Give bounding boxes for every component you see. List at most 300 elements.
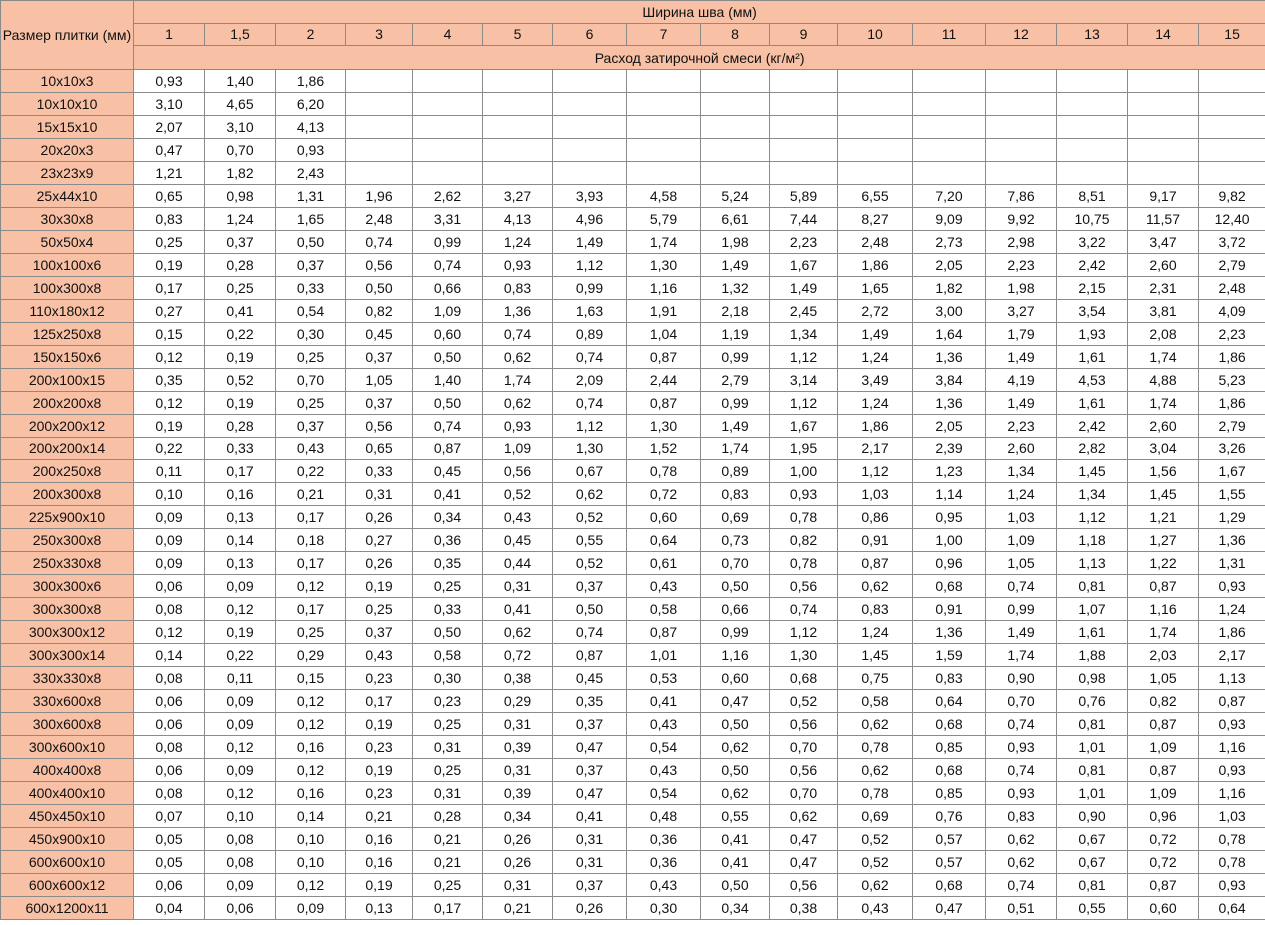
- tile-size-cell: 200x250x8: [1, 460, 134, 483]
- consumption-value-cell: 5,79: [627, 207, 701, 230]
- consumption-value-cell: 1,12: [770, 391, 838, 414]
- consumption-value-cell: 1,29: [1199, 506, 1265, 529]
- consumption-value-cell: 0,22: [276, 460, 346, 483]
- consumption-value-cell: 3,81: [1128, 299, 1199, 322]
- consumption-value-cell: 1,40: [413, 368, 483, 391]
- consumption-value-cell: [346, 115, 413, 138]
- consumption-value-cell: 0,17: [205, 460, 276, 483]
- consumption-value-cell: 0,41: [701, 850, 770, 873]
- consumption-value-cell: 0,62: [483, 345, 553, 368]
- consumption-value-cell: 0,19: [134, 414, 205, 437]
- consumption-value-cell: 0,16: [346, 827, 413, 850]
- consumption-value-cell: 2,17: [838, 437, 913, 460]
- consumption-value-cell: 0,50: [413, 345, 483, 368]
- consumption-value-cell: [483, 138, 553, 161]
- consumption-value-cell: 1,00: [913, 529, 986, 552]
- consumption-value-cell: 0,53: [627, 667, 701, 690]
- consumption-value-cell: 0,08: [134, 667, 205, 690]
- consumption-value-cell: 0,78: [838, 782, 913, 805]
- table-row: [1, 368, 1265, 391]
- consumption-value-cell: 5,23: [1199, 368, 1265, 391]
- consumption-value-cell: 0,08: [205, 850, 276, 873]
- consumption-value-cell: 2,05: [913, 414, 986, 437]
- consumption-value-cell: 1,13: [1057, 552, 1128, 575]
- tile-size-cell: 200x200x12: [1, 414, 134, 437]
- consumption-value-cell: 3,47: [1128, 230, 1199, 253]
- consumption-value-cell: 0,74: [413, 253, 483, 276]
- consumption-value-cell: 0,91: [913, 598, 986, 621]
- table-row: [1, 690, 1265, 713]
- consumption-value-cell: 0,19: [346, 873, 413, 896]
- consumption-value-cell: 0,21: [483, 896, 553, 919]
- table-row: [1, 805, 1265, 828]
- consumption-value-cell: [627, 115, 701, 138]
- consumption-value-cell: [1128, 70, 1199, 93]
- tile-size-cell: 600x600x10: [1, 850, 134, 873]
- consumption-value-cell: 1,24: [1199, 598, 1265, 621]
- consumption-value-cell: 0,41: [413, 483, 483, 506]
- tile-size-header: Размер плитки (мм): [1, 1, 134, 70]
- consumption-value-cell: 0,62: [838, 759, 913, 782]
- consumption-value-cell: 2,05: [913, 253, 986, 276]
- consumption-value-cell: [413, 115, 483, 138]
- consumption-value-cell: 0,83: [838, 598, 913, 621]
- table-row: [1, 483, 1265, 506]
- consumption-value-cell: 0,62: [483, 621, 553, 644]
- table-row: [1, 92, 1265, 115]
- consumption-value-cell: 1,59: [913, 644, 986, 667]
- consumption-value-cell: [770, 161, 838, 184]
- consumption-value-cell: 1,07: [1057, 598, 1128, 621]
- consumption-value-cell: 0,87: [1128, 759, 1199, 782]
- consumption-value-cell: 0,60: [627, 506, 701, 529]
- tile-size-cell: 450x900x10: [1, 827, 134, 850]
- consumption-value-cell: 0,87: [553, 644, 627, 667]
- consumption-value-cell: 6,55: [838, 184, 913, 207]
- consumption-value-cell: 0,23: [346, 667, 413, 690]
- consumption-value-cell: 2,09: [553, 368, 627, 391]
- consumption-value-cell: 0,82: [770, 529, 838, 552]
- joint-width-header-cell: 3: [346, 23, 413, 46]
- consumption-value-cell: 0,33: [205, 437, 276, 460]
- consumption-value-cell: 0,12: [134, 391, 205, 414]
- consumption-value-cell: 0,76: [913, 805, 986, 828]
- consumption-value-cell: 8,27: [838, 207, 913, 230]
- consumption-value-cell: 0,15: [134, 322, 205, 345]
- consumption-value-cell: 1,01: [627, 644, 701, 667]
- consumption-value-cell: 0,70: [770, 736, 838, 759]
- consumption-value-cell: 1,18: [1057, 529, 1128, 552]
- consumption-value-cell: 0,09: [276, 896, 346, 919]
- consumption-value-cell: 0,83: [134, 207, 205, 230]
- consumption-value-cell: 1,13: [1199, 667, 1265, 690]
- consumption-value-cell: [627, 138, 701, 161]
- consumption-value-cell: 0,43: [627, 713, 701, 736]
- consumption-value-cell: 1,36: [483, 299, 553, 322]
- consumption-value-cell: 0,64: [627, 529, 701, 552]
- consumption-value-cell: 0,31: [346, 483, 413, 506]
- consumption-value-cell: 0,91: [838, 529, 913, 552]
- joint-width-header-cell: 4: [413, 23, 483, 46]
- consumption-value-cell: 0,17: [276, 552, 346, 575]
- consumption-value-cell: 0,33: [346, 460, 413, 483]
- consumption-value-cell: 0,30: [627, 896, 701, 919]
- table-row: [1, 276, 1265, 299]
- consumption-value-cell: 0,36: [413, 529, 483, 552]
- consumption-value-cell: 1,61: [1057, 391, 1128, 414]
- consumption-value-cell: 0,93: [1199, 713, 1265, 736]
- consumption-value-cell: 0,50: [276, 230, 346, 253]
- consumption-value-cell: 1,63: [553, 299, 627, 322]
- consumption-value-cell: 0,09: [205, 759, 276, 782]
- consumption-value-cell: 0,08: [134, 598, 205, 621]
- consumption-value-cell: 1,03: [838, 483, 913, 506]
- consumption-value-cell: 0,83: [483, 276, 553, 299]
- consumption-value-cell: 1,19: [701, 322, 770, 345]
- consumption-value-cell: 0,22: [205, 644, 276, 667]
- consumption-value-cell: 1,16: [701, 644, 770, 667]
- consumption-value-cell: 0,43: [627, 575, 701, 598]
- consumption-value-cell: 0,60: [413, 322, 483, 345]
- consumption-value-cell: 1,21: [1128, 506, 1199, 529]
- consumption-value-cell: 12,40: [1199, 207, 1265, 230]
- consumption-value-cell: 1,49: [701, 414, 770, 437]
- consumption-value-cell: 0,12: [276, 759, 346, 782]
- consumption-value-cell: 2,79: [1199, 414, 1265, 437]
- consumption-value-cell: 0,54: [627, 736, 701, 759]
- consumption-value-cell: 0,12: [205, 782, 276, 805]
- consumption-value-cell: 1,04: [627, 322, 701, 345]
- consumption-value-cell: 1,82: [205, 161, 276, 184]
- consumption-value-cell: 0,16: [276, 782, 346, 805]
- consumption-value-cell: 0,30: [413, 667, 483, 690]
- consumption-value-cell: 0,14: [205, 529, 276, 552]
- consumption-value-cell: 0,38: [483, 667, 553, 690]
- tile-size-cell: 400x400x8: [1, 759, 134, 782]
- consumption-value-cell: 1,36: [913, 345, 986, 368]
- consumption-value-cell: 3,14: [770, 368, 838, 391]
- consumption-value-cell: 0,11: [134, 460, 205, 483]
- consumption-value-cell: 1,24: [838, 621, 913, 644]
- consumption-value-cell: [701, 138, 770, 161]
- table-row: [1, 138, 1265, 161]
- consumption-value-cell: 0,26: [346, 506, 413, 529]
- consumption-value-cell: 1,49: [553, 230, 627, 253]
- consumption-value-cell: 0,62: [701, 736, 770, 759]
- consumption-value-cell: 0,37: [205, 230, 276, 253]
- consumption-value-cell: 9,82: [1199, 184, 1265, 207]
- consumption-value-cell: [553, 92, 627, 115]
- consumption-value-cell: 0,93: [1199, 873, 1265, 896]
- consumption-value-cell: 0,12: [276, 873, 346, 896]
- consumption-value-cell: 1,34: [1057, 483, 1128, 506]
- consumption-value-cell: 0,23: [413, 690, 483, 713]
- consumption-value-cell: 0,06: [134, 873, 205, 896]
- consumption-value-cell: 0,09: [205, 690, 276, 713]
- consumption-value-cell: 0,78: [627, 460, 701, 483]
- consumption-value-cell: 1,05: [1128, 667, 1199, 690]
- consumption-value-cell: 0,19: [205, 391, 276, 414]
- consumption-value-cell: 0,62: [986, 850, 1057, 873]
- consumption-value-cell: 1,24: [483, 230, 553, 253]
- consumption-value-cell: 0,37: [553, 873, 627, 896]
- consumption-value-cell: 0,44: [483, 552, 553, 575]
- tile-size-cell: 200x200x8: [1, 391, 134, 414]
- consumption-value-cell: 0,33: [413, 598, 483, 621]
- consumption-value-cell: 3,93: [553, 184, 627, 207]
- tile-size-cell: 200x200x14: [1, 437, 134, 460]
- table-row: [1, 230, 1265, 253]
- consumption-value-cell: 0,74: [986, 713, 1057, 736]
- consumption-value-cell: 1,74: [1128, 345, 1199, 368]
- consumption-value-cell: 0,78: [770, 552, 838, 575]
- consumption-value-cell: 0,47: [134, 138, 205, 161]
- consumption-value-cell: 1,74: [701, 437, 770, 460]
- consumption-value-cell: 0,19: [205, 345, 276, 368]
- consumption-value-cell: 2,23: [1199, 322, 1265, 345]
- consumption-value-cell: 0,99: [701, 621, 770, 644]
- consumption-value-cell: 7,20: [913, 184, 986, 207]
- consumption-value-cell: 0,25: [413, 873, 483, 896]
- consumption-value-cell: 0,74: [346, 230, 413, 253]
- consumption-value-cell: 1,79: [986, 322, 1057, 345]
- consumption-value-cell: 0,56: [346, 253, 413, 276]
- joint-width-header-cell: 14: [1128, 23, 1199, 46]
- tile-size-cell: 15x15x10: [1, 115, 134, 138]
- consumption-value-cell: 0,51: [986, 896, 1057, 919]
- consumption-value-cell: 2,17: [1199, 644, 1265, 667]
- consumption-value-cell: 0,68: [913, 575, 986, 598]
- consumption-value-cell: 0,93: [134, 70, 205, 93]
- consumption-value-cell: 4,53: [1057, 368, 1128, 391]
- consumption-value-cell: [413, 70, 483, 93]
- consumption-value-cell: 0,14: [276, 805, 346, 828]
- consumption-value-cell: 0,50: [413, 621, 483, 644]
- consumption-value-cell: 0,41: [553, 805, 627, 828]
- consumption-value-cell: 0,60: [1128, 896, 1199, 919]
- consumption-value-cell: 0,90: [1057, 805, 1128, 828]
- consumption-value-cell: [346, 138, 413, 161]
- consumption-value-cell: 7,86: [986, 184, 1057, 207]
- consumption-value-cell: 0,72: [1128, 827, 1199, 850]
- consumption-value-cell: 3,49: [838, 368, 913, 391]
- consumption-value-cell: 0,34: [413, 506, 483, 529]
- tile-size-cell: 225x900x10: [1, 506, 134, 529]
- consumption-value-cell: 4,58: [627, 184, 701, 207]
- consumption-value-cell: 0,19: [134, 253, 205, 276]
- consumption-value-cell: 0,93: [986, 782, 1057, 805]
- joint-width-header-cell: 6: [553, 23, 627, 46]
- consumption-value-cell: 2,60: [1128, 414, 1199, 437]
- tile-size-cell: 100x100x6: [1, 253, 134, 276]
- consumption-value-cell: 0,13: [205, 552, 276, 575]
- consumption-value-cell: 0,38: [770, 896, 838, 919]
- consumption-value-cell: 1,74: [483, 368, 553, 391]
- consumption-value-cell: 0,17: [413, 896, 483, 919]
- consumption-value-cell: 0,83: [913, 667, 986, 690]
- table-row: [1, 713, 1265, 736]
- consumption-value-cell: 1,31: [276, 184, 346, 207]
- consumption-value-cell: 0,41: [701, 827, 770, 850]
- consumption-value-cell: 1,09: [1128, 782, 1199, 805]
- consumption-value-cell: 0,89: [701, 460, 770, 483]
- consumption-value-cell: 2,82: [1057, 437, 1128, 460]
- tile-size-cell: 30x30x8: [1, 207, 134, 230]
- consumption-value-cell: 1,12: [553, 414, 627, 437]
- consumption-value-cell: 0,17: [276, 506, 346, 529]
- table-row: [1, 506, 1265, 529]
- consumption-value-cell: 1,36: [913, 621, 986, 644]
- consumption-value-cell: 2,79: [1199, 253, 1265, 276]
- table-row: [1, 782, 1265, 805]
- consumption-value-cell: 0,10: [276, 850, 346, 873]
- consumption-value-cell: 1,65: [276, 207, 346, 230]
- consumption-value-cell: 0,85: [913, 736, 986, 759]
- tile-size-cell: 10x10x10: [1, 92, 134, 115]
- consumption-value-cell: 0,52: [553, 506, 627, 529]
- consumption-value-cell: 0,87: [627, 345, 701, 368]
- consumption-value-cell: 1,03: [1199, 805, 1265, 828]
- consumption-value-cell: [483, 92, 553, 115]
- consumption-value-cell: 0,45: [346, 322, 413, 345]
- consumption-value-cell: [1128, 92, 1199, 115]
- joint-width-header-cell: 10: [838, 23, 913, 46]
- consumption-value-cell: 0,28: [205, 414, 276, 437]
- tile-size-cell: 300x300x6: [1, 575, 134, 598]
- consumption-value-cell: 0,62: [483, 391, 553, 414]
- consumption-value-cell: [986, 92, 1057, 115]
- consumption-value-cell: 0,37: [346, 621, 413, 644]
- consumption-value-cell: 0,81: [1057, 873, 1128, 896]
- consumption-value-cell: 1,34: [770, 322, 838, 345]
- tile-size-cell: 300x300x12: [1, 621, 134, 644]
- consumption-value-cell: 0,50: [701, 575, 770, 598]
- consumption-value-cell: 1,61: [1057, 345, 1128, 368]
- consumption-value-cell: 0,06: [205, 896, 276, 919]
- consumption-value-cell: 0,43: [838, 896, 913, 919]
- consumption-value-cell: 0,70: [276, 368, 346, 391]
- consumption-value-cell: 3,54: [1057, 299, 1128, 322]
- tile-size-cell: 300x300x8: [1, 598, 134, 621]
- consumption-value-cell: 0,87: [1128, 575, 1199, 598]
- table-row: [1, 827, 1265, 850]
- consumption-value-cell: 1,55: [1199, 483, 1265, 506]
- consumption-value-cell: 0,74: [553, 391, 627, 414]
- consumption-value-cell: 0,83: [986, 805, 1057, 828]
- consumption-value-cell: 0,99: [701, 391, 770, 414]
- consumption-value-cell: 0,12: [276, 713, 346, 736]
- consumption-value-cell: 0,67: [1057, 850, 1128, 873]
- consumption-value-cell: 0,43: [346, 644, 413, 667]
- consumption-value-cell: 0,33: [276, 276, 346, 299]
- consumption-value-cell: 0,82: [346, 299, 413, 322]
- consumption-value-cell: 1,74: [627, 230, 701, 253]
- consumption-value-cell: [553, 115, 627, 138]
- consumption-value-cell: [770, 92, 838, 115]
- consumption-value-cell: 0,55: [701, 805, 770, 828]
- consumption-value-cell: 0,30: [276, 322, 346, 345]
- consumption-value-cell: 4,19: [986, 368, 1057, 391]
- consumption-value-cell: 1,24: [986, 483, 1057, 506]
- consumption-value-cell: 0,27: [134, 299, 205, 322]
- consumption-value-cell: 6,20: [276, 92, 346, 115]
- consumption-value-cell: 0,47: [553, 782, 627, 805]
- consumption-value-cell: 2,03: [1128, 644, 1199, 667]
- consumption-value-cell: 0,29: [483, 690, 553, 713]
- consumption-value-cell: 0,22: [205, 322, 276, 345]
- consumption-value-cell: 0,70: [770, 782, 838, 805]
- consumption-value-cell: 0,64: [1199, 896, 1265, 919]
- consumption-value-cell: 0,67: [1057, 827, 1128, 850]
- consumption-value-cell: 3,00: [913, 299, 986, 322]
- joint-width-header-cell: 7: [627, 23, 701, 46]
- consumption-value-cell: 4,13: [276, 115, 346, 138]
- consumption-value-cell: 0,11: [205, 667, 276, 690]
- consumption-value-cell: 0,70: [701, 552, 770, 575]
- consumption-value-cell: 0,26: [483, 850, 553, 873]
- consumption-value-cell: 0,16: [205, 483, 276, 506]
- table-row: [1, 552, 1265, 575]
- tile-size-cell: 330x330x8: [1, 667, 134, 690]
- consumption-value-cell: 0,35: [413, 552, 483, 575]
- consumption-value-cell: 0,06: [134, 575, 205, 598]
- consumption-value-cell: 0,23: [346, 736, 413, 759]
- consumption-value-cell: 2,07: [134, 115, 205, 138]
- consumption-value-cell: [346, 92, 413, 115]
- consumption-value-cell: 0,10: [134, 483, 205, 506]
- consumption-value-cell: 1,74: [1128, 621, 1199, 644]
- consumption-value-cell: 0,14: [134, 644, 205, 667]
- consumption-value-cell: 0,47: [553, 736, 627, 759]
- consumption-value-cell: [346, 161, 413, 184]
- consumption-value-cell: 0,52: [553, 552, 627, 575]
- consumption-value-cell: 2,60: [986, 437, 1057, 460]
- consumption-value-cell: 0,36: [627, 827, 701, 850]
- consumption-value-cell: 0,09: [205, 713, 276, 736]
- consumption-value-cell: 1,49: [701, 253, 770, 276]
- table-row: [1, 736, 1265, 759]
- consumption-value-cell: 0,96: [1128, 805, 1199, 828]
- consumption-value-cell: 2,23: [770, 230, 838, 253]
- consumption-value-cell: 1,49: [986, 345, 1057, 368]
- consumption-value-cell: 2,31: [1128, 276, 1199, 299]
- consumption-value-cell: 0,12: [276, 690, 346, 713]
- consumption-value-cell: 0,50: [701, 873, 770, 896]
- consumption-value-cell: 1,86: [1199, 391, 1265, 414]
- joint-width-header-cell: 8: [701, 23, 770, 46]
- consumption-value-cell: 0,07: [134, 805, 205, 828]
- consumption-value-cell: 1,24: [838, 391, 913, 414]
- consumption-value-cell: 1,36: [913, 391, 986, 414]
- consumption-value-cell: 0,55: [1057, 896, 1128, 919]
- consumption-value-cell: 0,50: [701, 713, 770, 736]
- joint-width-header-cell: 11: [913, 23, 986, 46]
- consumption-value-cell: 0,93: [1199, 575, 1265, 598]
- consumption-value-cell: 0,70: [986, 690, 1057, 713]
- consumption-value-cell: 0,52: [205, 368, 276, 391]
- consumption-value-cell: [770, 70, 838, 93]
- table-row: [1, 759, 1265, 782]
- consumption-value-cell: [413, 138, 483, 161]
- consumption-value-cell: 0,06: [134, 713, 205, 736]
- consumption-value-cell: 1,64: [913, 322, 986, 345]
- tile-size-cell: 300x300x14: [1, 644, 134, 667]
- consumption-value-cell: 2,60: [1128, 253, 1199, 276]
- consumption-value-cell: 0,78: [1199, 850, 1265, 873]
- consumption-value-cell: 3,31: [413, 207, 483, 230]
- consumption-value-cell: 0,56: [770, 873, 838, 896]
- consumption-value-cell: 0,28: [205, 253, 276, 276]
